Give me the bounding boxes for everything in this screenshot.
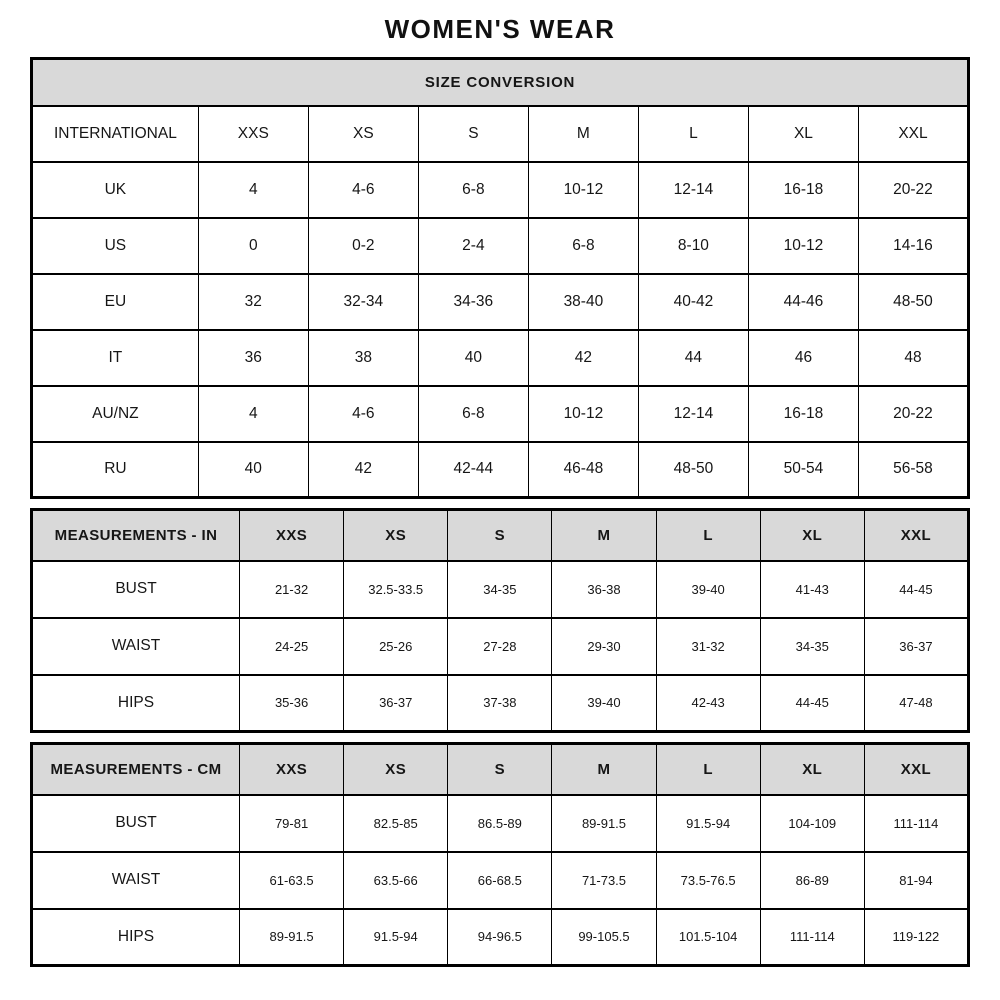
column-header-xxs: XXS <box>240 510 344 561</box>
size-value-cell: 6-8 <box>418 162 528 218</box>
measurement-label: HIPS <box>32 909 240 966</box>
size-value-cell: 48-50 <box>858 274 968 330</box>
size-conversion-row <box>32 162 969 218</box>
column-header-l: L <box>656 510 760 561</box>
size-value-cell: 0 <box>198 218 308 274</box>
column-header-xs: XS <box>344 744 448 795</box>
measurement-value-cell: 42-43 <box>656 675 760 732</box>
column-header-xxs: XXS <box>198 106 308 162</box>
size-value-cell: 42 <box>528 330 638 386</box>
measurement-value-cell: 27-28 <box>448 618 552 675</box>
column-header-xs: XS <box>344 510 448 561</box>
size-value-cell: 32-34 <box>308 274 418 330</box>
measurement-value-cell: 39-40 <box>656 561 760 618</box>
size-value-cell: 12-14 <box>638 162 748 218</box>
size-value-cell: 4 <box>198 162 308 218</box>
measurement-value-cell: 61-63.5 <box>240 852 344 909</box>
measurement-value-cell: 99-105.5 <box>552 909 656 966</box>
size-conversion-title: SIZE CONVERSION <box>32 59 969 106</box>
region-label: EU <box>32 274 199 330</box>
measurement-label: BUST <box>32 795 240 852</box>
size-value-cell: 40 <box>198 442 308 498</box>
column-header-l: L <box>656 744 760 795</box>
measurement-value-cell: 36-38 <box>552 561 656 618</box>
size-value-cell: 46 <box>748 330 858 386</box>
measurements-in-title: MEASUREMENTS - IN <box>32 510 240 561</box>
size-value-cell: 4-6 <box>308 162 418 218</box>
measurement-value-cell: 35-36 <box>240 675 344 732</box>
measurement-value-cell: 94-96.5 <box>448 909 552 966</box>
measurement-value-cell: 101.5-104 <box>656 909 760 966</box>
measurement-value-cell: 39-40 <box>552 675 656 732</box>
size-conversion-body <box>32 162 969 498</box>
measurement-value-cell: 81-94 <box>864 852 968 909</box>
column-header-xl: XL <box>760 510 864 561</box>
size-conversion-table <box>30 57 970 499</box>
region-label: IT <box>32 330 199 386</box>
size-value-cell: 16-18 <box>748 386 858 442</box>
measurement-label: WAIST <box>32 618 240 675</box>
size-value-cell: 42 <box>308 442 418 498</box>
measurement-value-cell: 86.5-89 <box>448 795 552 852</box>
size-value-cell: 40-42 <box>638 274 748 330</box>
size-value-cell: 38-40 <box>528 274 638 330</box>
measurement-value-cell: 21-32 <box>240 561 344 618</box>
measurement-value-cell: 86-89 <box>760 852 864 909</box>
size-value-cell: 34-36 <box>418 274 528 330</box>
measurement-value-cell: 34-35 <box>760 618 864 675</box>
size-value-cell: 20-22 <box>858 386 968 442</box>
column-header-m: M <box>552 744 656 795</box>
region-label: US <box>32 218 199 274</box>
size-value-cell: 42-44 <box>418 442 528 498</box>
measurement-value-cell: 24-25 <box>240 618 344 675</box>
size-conversion-row <box>32 218 969 274</box>
column-header-l: L <box>638 106 748 162</box>
size-value-cell: 40 <box>418 330 528 386</box>
region-label: UK <box>32 162 199 218</box>
size-value-cell: 36 <box>198 330 308 386</box>
measurement-value-cell: 119-122 <box>864 909 968 966</box>
measurement-value-cell: 71-73.5 <box>552 852 656 909</box>
measurement-value-cell: 63.5-66 <box>344 852 448 909</box>
size-value-cell: 20-22 <box>858 162 968 218</box>
size-value-cell: 44-46 <box>748 274 858 330</box>
size-value-cell: 10-12 <box>748 218 858 274</box>
measurement-value-cell: 91.5-94 <box>656 795 760 852</box>
column-header-s: S <box>448 744 552 795</box>
measurement-label: BUST <box>32 561 240 618</box>
size-value-cell: 4-6 <box>308 386 418 442</box>
measurement-label: WAIST <box>32 852 240 909</box>
size-value-cell: 14-16 <box>858 218 968 274</box>
measurement-value-cell: 44-45 <box>864 561 968 618</box>
measurement-value-cell: 25-26 <box>344 618 448 675</box>
size-conversion-head <box>32 59 969 162</box>
column-header-xl: XL <box>748 106 858 162</box>
column-header-s: S <box>448 510 552 561</box>
measurement-value-cell: 89-91.5 <box>240 909 344 966</box>
measurement-value-cell: 41-43 <box>760 561 864 618</box>
measurement-value-cell: 36-37 <box>344 675 448 732</box>
measurements-cm-table <box>30 742 970 967</box>
size-value-cell: 10-12 <box>528 386 638 442</box>
measurement-value-cell: 32.5-33.5 <box>344 561 448 618</box>
measurement-value-cell: 66-68.5 <box>448 852 552 909</box>
size-value-cell: 10-12 <box>528 162 638 218</box>
column-header-xl: XL <box>760 744 864 795</box>
measurement-value-cell: 47-48 <box>864 675 968 732</box>
measurement-value-cell: 73.5-76.5 <box>656 852 760 909</box>
column-header-m: M <box>528 106 638 162</box>
size-conversion-banner-row <box>32 59 969 106</box>
measurement-value-cell: 111-114 <box>864 795 968 852</box>
size-value-cell: 48 <box>858 330 968 386</box>
measurement-value-cell: 79-81 <box>240 795 344 852</box>
measurement-value-cell: 31-32 <box>656 618 760 675</box>
measurement-row <box>32 561 969 618</box>
column-header-m: M <box>552 510 656 561</box>
size-value-cell: 16-18 <box>748 162 858 218</box>
size-value-cell: 38 <box>308 330 418 386</box>
measurement-value-cell: 104-109 <box>760 795 864 852</box>
measurement-row <box>32 675 969 732</box>
measurement-value-cell: 111-114 <box>760 909 864 966</box>
measurement-value-cell: 82.5-85 <box>344 795 448 852</box>
size-value-cell: 32 <box>198 274 308 330</box>
measurement-row <box>32 795 969 852</box>
size-conversion-header-row <box>32 106 969 162</box>
measurement-value-cell: 91.5-94 <box>344 909 448 966</box>
measurement-value-cell: 29-30 <box>552 618 656 675</box>
measurements-cm-header-row <box>32 744 969 795</box>
size-value-cell: 2-4 <box>418 218 528 274</box>
measurements-in-table <box>30 508 970 733</box>
measurements-cm-head <box>32 744 969 795</box>
measurements-in-header-row <box>32 510 969 561</box>
column-header-xxs: XXS <box>240 744 344 795</box>
measurement-value-cell: 44-45 <box>760 675 864 732</box>
measurement-row <box>32 909 969 966</box>
size-value-cell: 8-10 <box>638 218 748 274</box>
size-value-cell: 48-50 <box>638 442 748 498</box>
measurement-value-cell: 89-91.5 <box>552 795 656 852</box>
measurement-row <box>32 618 969 675</box>
measurements-cm-title: MEASUREMENTS - CM <box>32 744 240 795</box>
size-conversion-row <box>32 386 969 442</box>
size-value-cell: 56-58 <box>858 442 968 498</box>
measurement-value-cell: 37-38 <box>448 675 552 732</box>
measurements-in-body <box>32 561 969 732</box>
measurement-label: HIPS <box>32 675 240 732</box>
measurement-value-cell: 36-37 <box>864 618 968 675</box>
measurement-value-cell: 34-35 <box>448 561 552 618</box>
size-value-cell: 44 <box>638 330 748 386</box>
measurements-cm-body <box>32 795 969 966</box>
column-header-xxl: XXL <box>864 744 968 795</box>
column-header-s: S <box>418 106 528 162</box>
measurement-row <box>32 852 969 909</box>
size-conversion-row <box>32 274 969 330</box>
column-header-international: INTERNATIONAL <box>32 106 199 162</box>
column-header-xxl: XXL <box>858 106 968 162</box>
page-title: WOMEN'S WEAR <box>384 14 616 44</box>
region-label: AU/NZ <box>32 386 199 442</box>
size-value-cell: 50-54 <box>748 442 858 498</box>
size-value-cell: 12-14 <box>638 386 748 442</box>
size-value-cell: 6-8 <box>528 218 638 274</box>
size-value-cell: 4 <box>198 386 308 442</box>
column-header-xs: XS <box>308 106 418 162</box>
size-value-cell: 6-8 <box>418 386 528 442</box>
column-header-xxl: XXL <box>864 510 968 561</box>
size-value-cell: 0-2 <box>308 218 418 274</box>
size-value-cell: 46-48 <box>528 442 638 498</box>
size-conversion-row <box>32 330 969 386</box>
measurements-in-head <box>32 510 969 561</box>
region-label: RU <box>32 442 199 498</box>
size-conversion-row <box>32 442 969 498</box>
